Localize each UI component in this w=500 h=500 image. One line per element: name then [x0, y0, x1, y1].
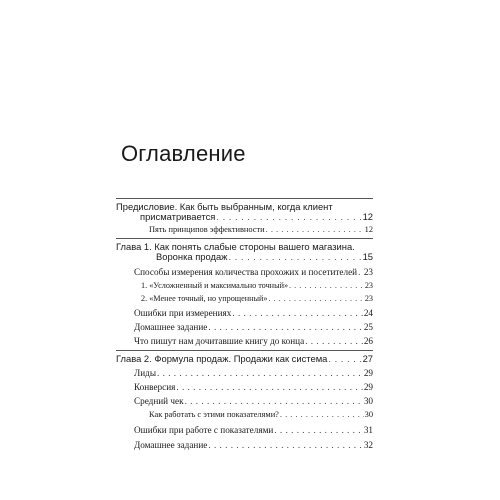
toc-item[interactable]: Способы измерения количества прохожих и посетителей . . . 23 [134, 266, 373, 278]
leader-dots [185, 395, 363, 407]
page-number: 25 [363, 322, 373, 332]
leader-dots [280, 409, 364, 421]
leader-dots [305, 335, 363, 347]
section-divider [116, 198, 373, 199]
page-number: 23 [364, 294, 373, 303]
toc-item[interactable]: Что пишут нам дочитавшие книгу до конца . . . 26 [134, 335, 373, 347]
toc-item[interactable]: Конверсия . . . 29 [134, 381, 373, 393]
page-number: 15 [362, 251, 373, 262]
chapter1-title-line2: Воронка продаж [156, 251, 228, 262]
leader-dots [274, 424, 363, 436]
leader-dots [268, 293, 363, 305]
page-number: 29 [363, 368, 373, 378]
page-number: 12 [364, 225, 373, 234]
page-number: 30 [364, 410, 373, 419]
leader-dots [328, 353, 361, 365]
toc-item[interactable]: Домашнее задание . . . 32 [134, 439, 373, 451]
toc-item[interactable]: Ошибки при работе с показателями . . . 31 [134, 424, 373, 436]
toc-subitem[interactable]: Как работать с этими показателями? . . . 30 [149, 409, 373, 421]
page-number: 23 [363, 267, 373, 277]
page-number: 30 [363, 396, 373, 406]
section-divider [116, 350, 373, 351]
chapter1-entry[interactable] [156, 251, 373, 263]
page-number: 24 [363, 308, 373, 318]
preface-entry[interactable] [140, 211, 373, 223]
leader-dots [289, 280, 364, 292]
leader-dots [208, 439, 362, 451]
page-title: Оглавление [121, 141, 246, 166]
toc-subitem[interactable]: 1. «Усложненный и максимально точный» . . . 23 [141, 280, 373, 292]
toc-item[interactable]: Средний чек . . . 30 [134, 395, 373, 407]
leader-dots [232, 307, 362, 319]
leader-dots [216, 211, 361, 223]
leader-dots [228, 251, 361, 263]
leader-dots [208, 321, 362, 333]
page-number: 23 [364, 281, 373, 290]
leader-dots [358, 266, 363, 278]
leader-dots [266, 224, 364, 236]
leader-dots [176, 381, 362, 393]
page-number: 31 [363, 425, 373, 435]
preface-title-line1[interactable]: Предисловие. Как быть выбранным, когда клиент [116, 201, 333, 212]
page-number: 12 [362, 211, 373, 222]
toc-item[interactable]: Ошибки при измерениях . . . 24 [134, 307, 373, 319]
toc-subitem[interactable]: Пять принципов эффективности . . . 12 [149, 224, 373, 236]
preface-title-line2: присматривается [140, 211, 216, 222]
toc-item[interactable]: Лиды . . . 29 [134, 367, 373, 379]
page-number: 26 [363, 336, 373, 346]
section-divider [116, 238, 373, 239]
leader-dots [157, 367, 363, 379]
toc-subitem[interactable]: 2. «Менее точный, но упрощенный» . . . 23 [141, 293, 373, 305]
page-number: 29 [363, 382, 373, 392]
chapter2-title: Глава 2. Формула продаж. Продажи как система [116, 353, 328, 364]
page-number: 32 [363, 440, 373, 450]
chapter1-title-line1[interactable]: Глава 1. Как понять слабые стороны вашего магазина. [116, 241, 355, 252]
chapter2-entry[interactable] [116, 353, 373, 365]
page-number: 27 [362, 353, 373, 364]
toc-item[interactable]: Домашнее задание . . . 25 [134, 321, 373, 333]
